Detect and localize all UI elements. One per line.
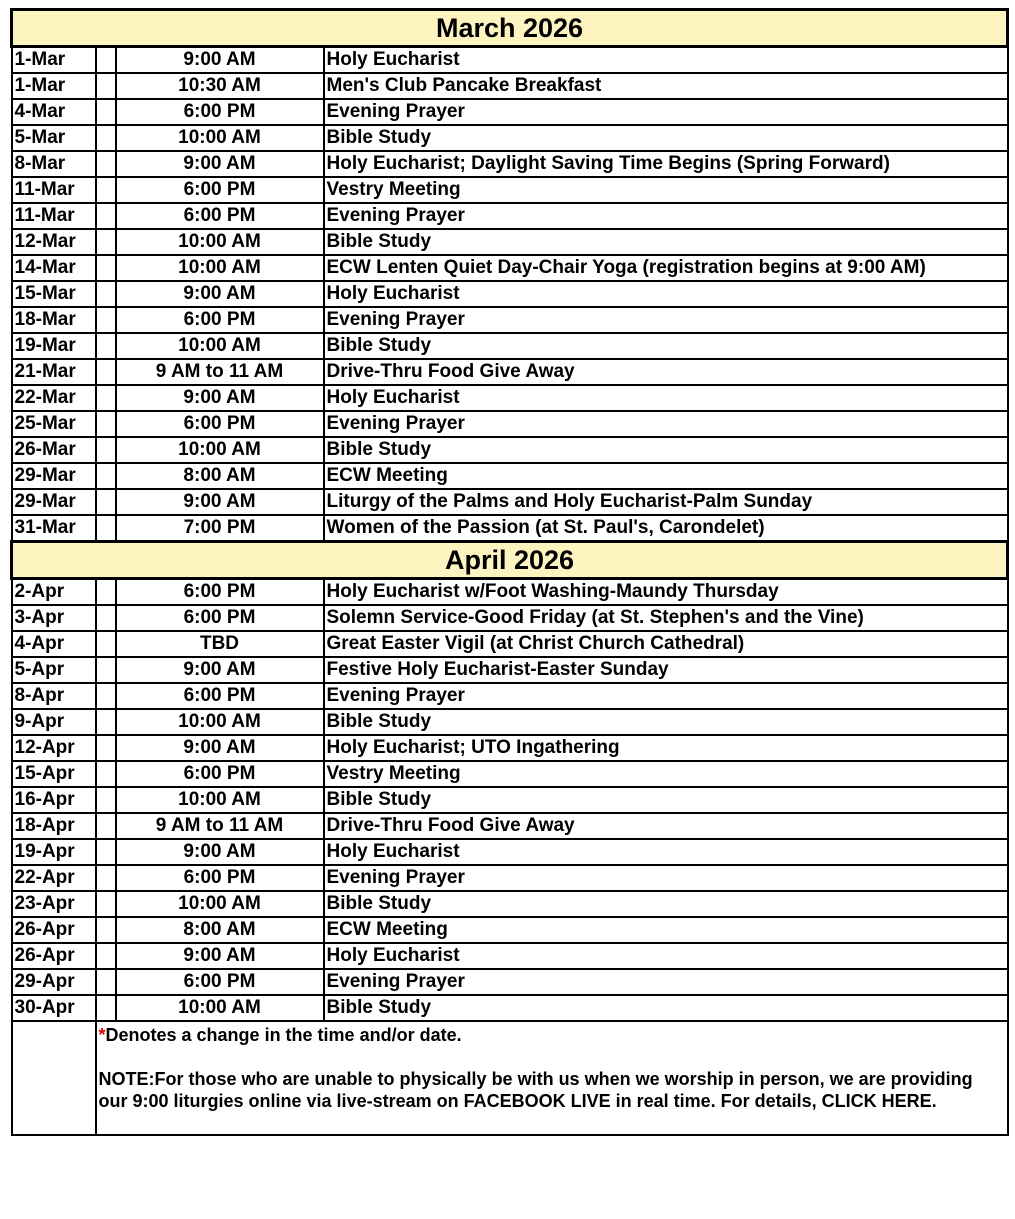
event-time: 10:00 AM [116,891,324,917]
change-marker-cell [96,489,116,515]
change-marker-cell [96,177,116,203]
event-date: 4-Apr [12,631,96,657]
change-marker-cell [96,151,116,177]
event-time: 9:00 AM [116,735,324,761]
change-marker-cell [96,579,116,606]
change-marker-cell [96,839,116,865]
event-time: 10:00 AM [116,333,324,359]
event-date: 23-Apr [12,891,96,917]
event-row [12,515,1008,542]
event-row [12,709,1008,735]
event-time: 10:00 AM [116,437,324,463]
event-time: 8:00 AM [116,917,324,943]
event-time: 6:00 PM [116,411,324,437]
event-time: 10:00 AM [116,995,324,1021]
event-date: 5-Apr [12,657,96,683]
event-row [12,839,1008,865]
event-date: 26-Apr [12,943,96,969]
change-marker-cell [96,709,116,735]
event-date: 29-Mar [12,463,96,489]
event-title: Great Easter Vigil (at Christ Church Cathedral) [324,631,1008,657]
event-date: 12-Mar [12,229,96,255]
event-row [12,437,1008,463]
event-row [12,891,1008,917]
event-title: ECW Meeting [324,917,1008,943]
event-title: Holy Eucharist [324,281,1008,307]
month-title: March 2026 [12,10,1008,47]
event-time: 9:00 AM [116,281,324,307]
event-time: 10:00 AM [116,229,324,255]
event-row [12,229,1008,255]
event-time: 10:00 AM [116,709,324,735]
event-time: 9:00 AM [116,151,324,177]
event-time: 6:00 PM [116,307,324,333]
event-date: 1-Mar [12,47,96,74]
event-title: Drive-Thru Food Give Away [324,359,1008,385]
event-date: 3-Apr [12,605,96,631]
change-marker-cell [96,99,116,125]
event-row [12,307,1008,333]
event-date: 26-Apr [12,917,96,943]
event-time: TBD [116,631,324,657]
change-marker-cell [96,463,116,489]
event-title: Bible Study [324,229,1008,255]
event-row [12,995,1008,1021]
event-time: 9:00 AM [116,657,324,683]
event-row [12,813,1008,839]
event-title: ECW Meeting [324,463,1008,489]
event-date: 15-Apr [12,761,96,787]
event-row [12,73,1008,99]
event-date: 2-Apr [12,579,96,606]
change-marker-cell [96,125,116,151]
event-title: Vestry Meeting [324,177,1008,203]
event-title: Bible Study [324,891,1008,917]
event-title: Men's Club Pancake Breakfast [324,73,1008,99]
change-marker-cell [96,917,116,943]
change-marker-cell [96,969,116,995]
change-marker-cell [96,515,116,542]
event-time: 10:00 AM [116,255,324,281]
change-marker-cell [96,385,116,411]
event-row [12,463,1008,489]
event-date: 9-Apr [12,709,96,735]
event-date: 29-Apr [12,969,96,995]
event-title: Evening Prayer [324,307,1008,333]
event-title: Evening Prayer [324,99,1008,125]
change-marker-cell [96,73,116,99]
event-row [12,411,1008,437]
event-date: 4-Mar [12,99,96,125]
footer-notes [96,1021,1008,1135]
event-title: Women of the Passion (at St. Paul's, Carondelet) [324,515,1008,542]
event-row [12,151,1008,177]
event-time: 9:00 AM [116,385,324,411]
month-header-row [12,10,1008,47]
event-row [12,605,1008,631]
change-marker-cell [96,761,116,787]
event-title: Bible Study [324,333,1008,359]
event-title: Holy Eucharist w/Foot Washing-Maundy Thursday [324,579,1008,606]
event-time: 9:00 AM [116,839,324,865]
asterisk-marker: * [98,1025,106,1045]
event-date: 11-Mar [12,177,96,203]
event-row [12,385,1008,411]
event-date: 8-Mar [12,151,96,177]
event-title: Drive-Thru Food Give Away [324,813,1008,839]
event-title: Evening Prayer [324,203,1008,229]
event-title: Evening Prayer [324,411,1008,437]
event-date: 21-Mar [12,359,96,385]
event-date: 8-Apr [12,683,96,709]
event-row [12,761,1008,787]
event-row [12,735,1008,761]
event-time: 9 AM to 11 AM [116,359,324,385]
event-title: Holy Eucharist; UTO Ingathering [324,735,1008,761]
month-title: April 2026 [12,542,1008,579]
event-title: Solemn Service-Good Friday (at St. Stephen's and the Vine) [324,605,1008,631]
event-date: 19-Mar [12,333,96,359]
event-row [12,657,1008,683]
event-time: 10:00 AM [116,125,324,151]
change-marker-cell [96,787,116,813]
event-time: 6:00 PM [116,579,324,606]
event-title: Liturgy of the Palms and Holy Eucharist-Palm Sunday [324,489,1008,515]
footer-row [12,1021,1008,1135]
change-marker-cell [96,307,116,333]
event-title: Bible Study [324,709,1008,735]
event-time: 6:00 PM [116,683,324,709]
event-row [12,579,1008,606]
event-row [12,281,1008,307]
event-row [12,631,1008,657]
change-marker-cell [96,437,116,463]
event-date: 26-Mar [12,437,96,463]
event-time: 7:00 PM [116,515,324,542]
footer-blank-cell [12,1021,96,1135]
change-marker-cell [96,281,116,307]
change-marker-cell [96,943,116,969]
change-marker-cell [96,995,116,1021]
event-date: 22-Apr [12,865,96,891]
event-time: 6:00 PM [116,99,324,125]
event-time: 6:00 PM [116,865,324,891]
event-row [12,969,1008,995]
event-time: 10:00 AM [116,787,324,813]
change-marker-cell [96,631,116,657]
event-row [12,255,1008,281]
event-time: 6:00 PM [116,761,324,787]
event-title: Evening Prayer [324,969,1008,995]
event-title: Holy Eucharist [324,385,1008,411]
event-date: 15-Mar [12,281,96,307]
legend-text: Denotes a change in the time and/or date. [105,1025,462,1045]
event-title: Evening Prayer [324,865,1008,891]
change-marker-cell [96,359,116,385]
event-row [12,333,1008,359]
event-title: Vestry Meeting [324,761,1008,787]
change-marker-cell [96,203,116,229]
event-date: 29-Mar [12,489,96,515]
event-date: 18-Mar [12,307,96,333]
event-date: 22-Mar [12,385,96,411]
event-title: Holy Eucharist; Daylight Saving Time Begins (Spring Forward) [324,151,1008,177]
facebook-live-note[interactable]: NOTE:For those who are unable to physically be with us when we worship in person, we are providing our 9:00 liturgies online via live-stream on FACEBOOK LIVE in real time. For details, CLICK HERE. [98,1069,973,1111]
legend-line [99,1024,1005,1046]
event-date: 18-Apr [12,813,96,839]
event-row [12,917,1008,943]
change-marker-cell [96,333,116,359]
event-row [12,489,1008,515]
event-date: 19-Apr [12,839,96,865]
event-row [12,177,1008,203]
event-time: 6:00 PM [116,969,324,995]
event-row [12,787,1008,813]
change-marker-cell [96,605,116,631]
event-time: 9:00 AM [116,943,324,969]
event-date: 30-Apr [12,995,96,1021]
event-time: 9:00 AM [116,489,324,515]
change-marker-cell [96,657,116,683]
event-title: Holy Eucharist [324,839,1008,865]
event-time: 9:00 AM [116,47,324,74]
event-title: Holy Eucharist [324,943,1008,969]
schedule-table [10,8,1009,1136]
change-marker-cell [96,865,116,891]
event-time: 6:00 PM [116,605,324,631]
event-row [12,683,1008,709]
event-time: 6:00 PM [116,203,324,229]
event-row [12,47,1008,74]
schedule-body [12,10,1008,1136]
event-title: ECW Lenten Quiet Day-Chair Yoga (registration begins at 9:00 AM) [324,255,1008,281]
event-date: 31-Mar [12,515,96,542]
event-title: Holy Eucharist [324,47,1008,74]
event-title: Bible Study [324,437,1008,463]
event-time: 9 AM to 11 AM [116,813,324,839]
change-marker-cell [96,47,116,74]
event-date: 14-Mar [12,255,96,281]
event-row [12,125,1008,151]
event-date: 12-Apr [12,735,96,761]
change-marker-cell [96,229,116,255]
month-header-row [12,542,1008,579]
event-title: Bible Study [324,125,1008,151]
event-title: Festive Holy Eucharist-Easter Sunday [324,657,1008,683]
event-date: 16-Apr [12,787,96,813]
event-time: 8:00 AM [116,463,324,489]
event-time: 10:30 AM [116,73,324,99]
change-marker-cell [96,255,116,281]
event-row [12,865,1008,891]
event-row [12,359,1008,385]
event-row [12,943,1008,969]
event-date: 1-Mar [12,73,96,99]
event-title: Evening Prayer [324,683,1008,709]
event-time: 6:00 PM [116,177,324,203]
event-title: Bible Study [324,995,1008,1021]
event-row [12,203,1008,229]
change-marker-cell [96,735,116,761]
event-title: Bible Study [324,787,1008,813]
change-marker-cell [96,813,116,839]
event-date: 5-Mar [12,125,96,151]
change-marker-cell [96,411,116,437]
change-marker-cell [96,891,116,917]
change-marker-cell [96,683,116,709]
event-date: 11-Mar [12,203,96,229]
event-date: 25-Mar [12,411,96,437]
event-row [12,99,1008,125]
